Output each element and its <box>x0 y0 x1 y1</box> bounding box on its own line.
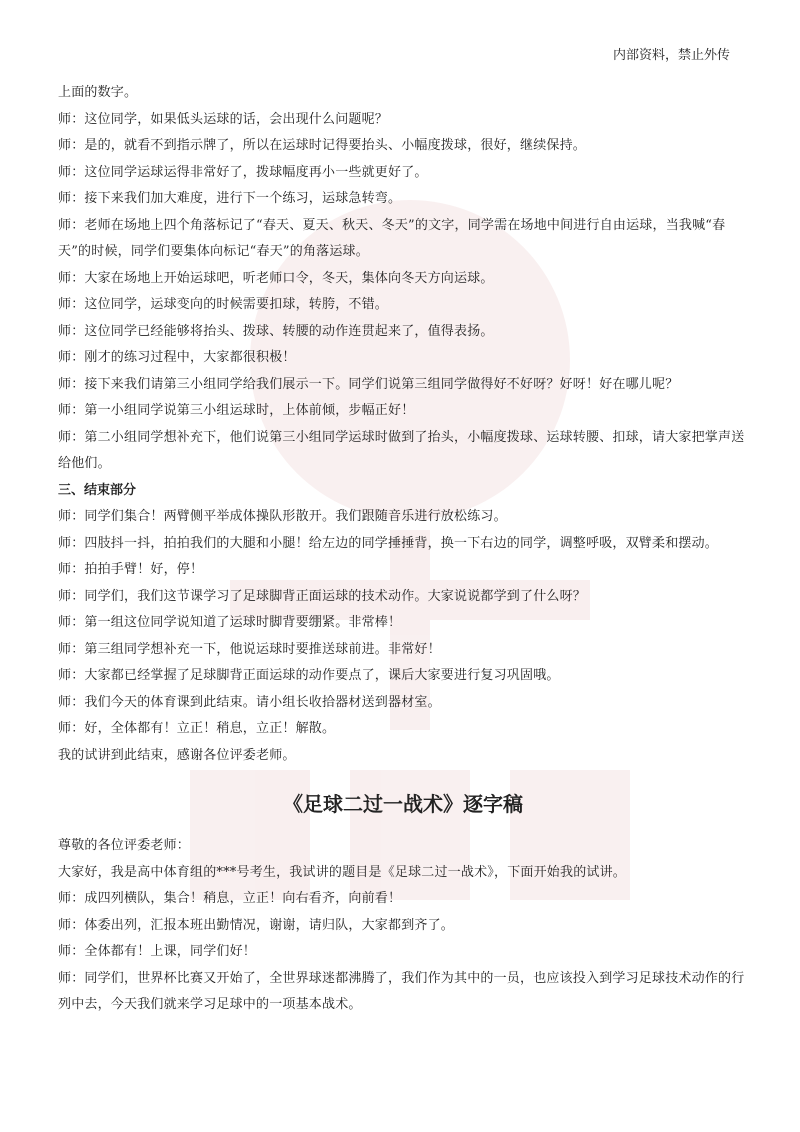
paragraph: 师：这位同学运球运得非常好了，拨球幅度再小一些就更好了。 <box>58 164 428 180</box>
paragraph: 大家好，我是高中体育组的***号考生，我试讲的题目是《足球二过一战术》，下面开始我的试讲。 <box>58 864 627 880</box>
part3-dialogue <box>58 833 748 1019</box>
paragraph: 师：接下来我们请第三小组同学给我们展示一下。同学们说第三组同学做得好不好呀？好呀！好在哪儿呢？ <box>58 376 679 392</box>
paragraph: 师：四肢抖一抖，拍拍我们的大腿和小腿！给左边的同学捶捶背，换一下右边的同学，调整呼吸，双臂柔和摆动。 <box>58 535 719 551</box>
paragraph: 师：是的，就看不到指示牌了，所以在运球时记得要抬头、小幅度拨球，很好，继续保持。 <box>58 138 587 153</box>
section-heading: 三、结束部分 <box>58 482 137 498</box>
paragraph: 师：第二小组同学想补充下，他们说第三小组同学运球时做到了抬头，小幅度拨球、运球转腰、扣球，请大家把掌声送给他们。 <box>58 429 745 471</box>
part1-dialogue <box>58 80 748 478</box>
paragraph: 师：老师在场地上四个角落标记了“春天、夏天、秋天、冬天”的文字，同学需在场地中间进行自由运球，当我喊“春天”的时候，同学们要集体向标记“春天”的角落运球。 <box>58 217 726 259</box>
paragraph: 师：同学们，世界杯比赛又开始了，全世界球迷都沸腾了，我们作为其中的一员，也应该投入到学习足球技术动作的行列中去，今天我们就来学习足球中的一项基本战术。 <box>58 970 745 1012</box>
document-body <box>58 80 748 1019</box>
paragraph: 师：同学们集合！两臂侧平举成体操队形散开。我们跟随音乐进行放松练习。 <box>58 509 507 524</box>
paragraph: 师：大家在场地上开始运球吧，听老师口令，冬天，集体向冬天方向运球。 <box>58 270 494 286</box>
paragraph: 师：同学们，我们这节课学习了足球脚背正面运球的技术动作。大家说说都学到了什么呀？ <box>58 588 587 604</box>
paragraph: 师：刚才的练习过程中，大家都很积极！ <box>58 350 296 365</box>
paragraph: 尊敬的各位评委老师： <box>58 838 191 853</box>
paragraph: 师：体委出列，汇报本班出勤情况，谢谢，请归队，大家都到齐了。 <box>58 917 455 933</box>
paragraph: 师：这位同学已经能够将抬头、拨球、转腰的动作连贯起来了，值得表扬。 <box>58 323 494 339</box>
paragraph: 师：第一组这位同学说知道了运球时脚背要绷紧。非常棒！ <box>58 615 402 630</box>
paragraph: 我的试讲到此结束，感谢各位评委老师。 <box>58 747 296 763</box>
paragraph: 上面的数字。 <box>58 85 138 100</box>
document-title: 《足球二过一战术》逐字稿 <box>283 792 523 816</box>
paragraph: 师：接下来我们加大难度，进行下一个练习，运球急转弯。 <box>58 191 402 206</box>
paragraph: 师：第一小组同学说第三小组运球时，上体前倾，步幅正好！ <box>58 403 415 418</box>
paragraph: 师：拍拍手臂！好，停！ <box>58 562 204 577</box>
paragraph: 师：大家都已经掌握了足球脚背正面运球的动作要点了，课后大家要进行复习巩固哦。 <box>58 668 560 683</box>
paragraph: 师：全体都有！上课，同学们好！ <box>58 944 257 959</box>
paragraph: 师：成四列横队，集合！稍息，立正！向右看齐，向前看！ <box>58 891 402 906</box>
paragraph: 师：这位同学，运球变向的时候需要扣球，转胯，不错。 <box>58 297 389 312</box>
paragraph: 师：第三组同学想补充一下，他说运球时要推送球前进。非常好！ <box>58 641 441 657</box>
header-note: 内部资料，禁止外传 <box>612 48 730 63</box>
part2-dialogue <box>58 504 748 769</box>
paragraph: 师：这位同学，如果低头运球的话，会出现什么问题呢？ <box>58 111 389 127</box>
paragraph: 师：我们今天的体育课到此结束。请小组长收拾器材送到器材室。 <box>58 694 441 710</box>
paragraph: 师：好，全体都有！立正！稍息，立正！解散。 <box>58 721 336 736</box>
